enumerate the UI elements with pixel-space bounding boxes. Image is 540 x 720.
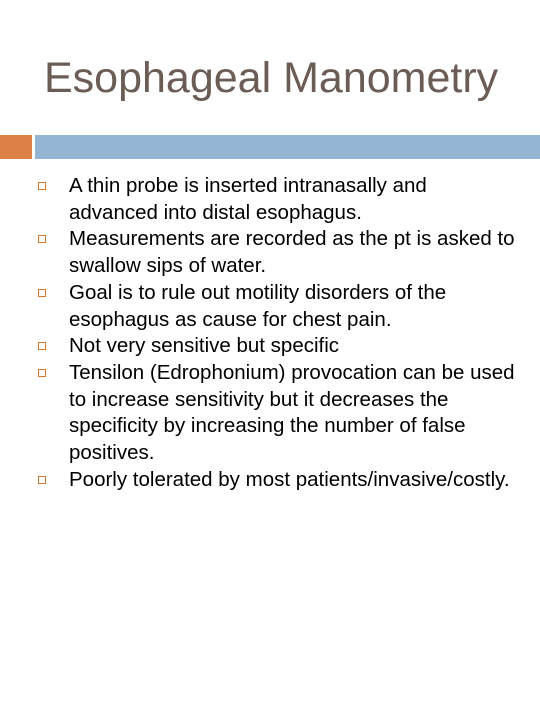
accent-bar-orange <box>0 135 32 159</box>
bullet-text: Not very sensitive but specific <box>69 334 340 358</box>
bullet-item <box>38 360 518 467</box>
hollow-square-icon <box>38 369 46 377</box>
bullet-text: Poorly tolerated by most patients/invasive/costly. <box>69 467 510 491</box>
bullet-text: Tensilon (Edrophonium) provocation can be used to increase sensitivity but it decreases the specificity by increasing the number of false positives. <box>69 360 515 465</box>
hollow-square-icon <box>38 342 46 350</box>
accent-bar-blue <box>35 135 540 159</box>
bullet-text: Goal is to rule out motility disorders of the esophagus as cause for chest pain. <box>69 280 447 331</box>
hollow-square-icon <box>38 289 46 297</box>
bullet-text: Measurements are recorded as the pt is asked to swallow sips of water. <box>69 227 515 278</box>
bullet-item <box>38 173 518 226</box>
hollow-square-icon <box>38 182 46 190</box>
bullet-item <box>38 467 518 494</box>
hollow-square-icon <box>38 235 46 243</box>
bullet-list <box>38 173 518 493</box>
slide-title: Esophageal Manometry <box>44 54 499 102</box>
bullet-item <box>38 333 518 360</box>
bullet-item <box>38 280 518 333</box>
bullet-text: A thin probe is inserted intranasally and advanced into distal esophagus. <box>69 174 427 224</box>
bullet-item <box>38 226 518 279</box>
hollow-square-icon <box>38 476 46 484</box>
